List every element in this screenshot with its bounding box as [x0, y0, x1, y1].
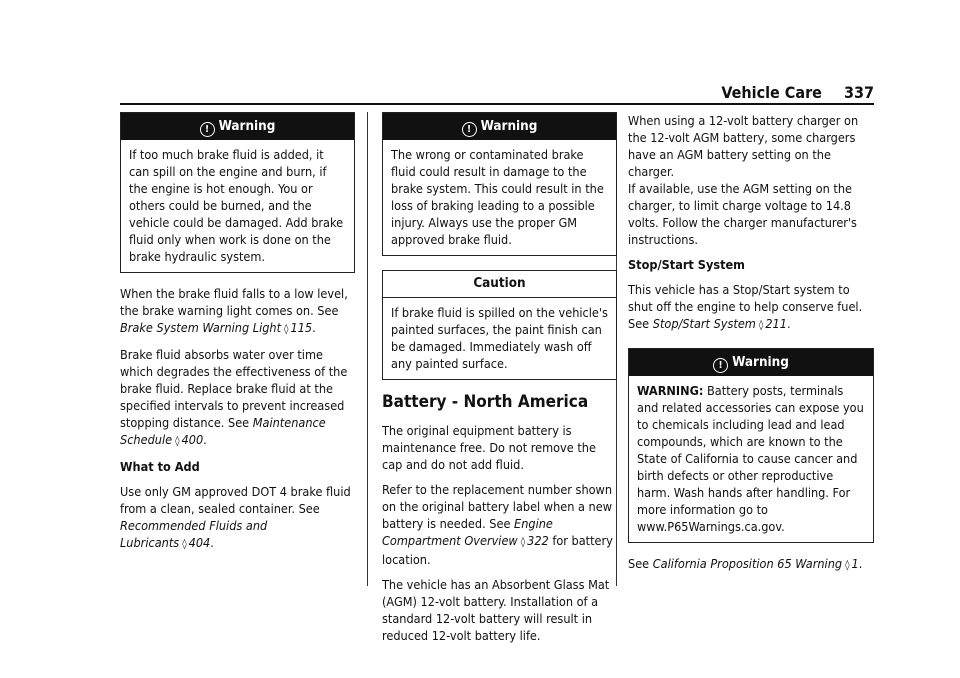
- warning-text: The wrong or contaminated brake fluid could result in damage to the brake system. This could result in the loss of braking leading to a possible injury. Always use the proper GM approved brake fluid.: [391, 147, 604, 247]
- warning-icon: !: [200, 122, 215, 137]
- column-divider: [367, 112, 368, 586]
- paragraph: The vehicle has an Absorbent Glass Mat (AGM) 12-volt battery. Installation of a standard 12-volt battery will result in reduced 12-volt battery life.: [382, 577, 610, 643]
- paragraph: Use only GM approved DOT 4 brake fluid from a clean, sealed container. See Recommended Fluids and Lubricants ◊ 404.: [120, 484, 351, 550]
- warning-header: ! Warning: [383, 113, 616, 140]
- page-reference-icon: ◊: [182, 539, 187, 550]
- reference-page[interactable]: 400: [181, 432, 204, 447]
- reference-page[interactable]: 322: [527, 533, 549, 548]
- reference-page[interactable]: 404: [188, 535, 211, 550]
- column-3: [628, 112, 874, 582]
- page-reference-icon: ◊: [520, 537, 526, 548]
- warning-text: If too much brake fluid is added, it can spill on the engine and burn, if the engine is hot enough. You or others could be burned, and the vehicle could be damaged. Add brake fluid only when work is done on the brake hydraulic system.: [129, 147, 344, 264]
- warning-header: ! Warning: [629, 349, 873, 376]
- warning-box: [120, 112, 355, 273]
- caution-text: If brake fluid is spilled on the vehicle's painted surfaces, the paint finish can be damaged. Immediately wash off any painted surface.: [391, 305, 608, 371]
- section-heading: Battery - North America: [382, 392, 589, 412]
- reference-link[interactable]: Stop/Start System: [652, 316, 756, 331]
- page-reference-icon: ◊: [845, 560, 850, 571]
- header-rule: [120, 103, 874, 105]
- paragraph: Brake fluid absorbs water over time which degrades the effectiveness of the brake fluid. Replace brake fluid at the specified intervals to prevent increased stopping distance. See Maintenance Schedule ◊ 400.: [120, 347, 348, 447]
- page-reference-icon: ◊: [284, 324, 289, 335]
- paragraph: When the brake fluid falls to a low level, the brake warning light comes on. See Brake System Warning Light ◊ 115.: [120, 286, 348, 335]
- caution-header: Caution: [383, 271, 616, 298]
- page-reference-icon: ◊: [758, 320, 764, 331]
- warning-icon: !: [462, 122, 477, 137]
- reference-link[interactable]: Maintenance Schedule: [120, 415, 326, 447]
- reference-page[interactable]: 115: [290, 320, 313, 335]
- column-2: [382, 112, 617, 652]
- paragraph: When using a 12-volt battery charger on the 12-volt AGM battery, some chargers have an AGM battery setting on the charger.: [628, 113, 859, 179]
- warning-header: ! Warning: [121, 113, 354, 140]
- column-1: [120, 112, 355, 561]
- paragraph: The original equipment battery is maintenance free. Do not remove the cap and do not add fluid.: [382, 423, 596, 472]
- subheading: Stop/Start System: [628, 257, 745, 272]
- reference-link[interactable]: Recommended Fluids and Lubricants: [120, 518, 268, 550]
- reference-link[interactable]: Brake System Warning Light: [120, 320, 282, 335]
- page-number: 337: [843, 83, 874, 102]
- paragraph: Refer to the replacement number shown on the original battery label when a new battery is needed. See Engine Compartment Overview ◊ 322 for battery location.: [382, 482, 613, 567]
- paragraph: See California Proposition 65 Warning ◊ 1.: [628, 556, 863, 571]
- reference-link[interactable]: Engine Compartment Overview: [382, 516, 553, 548]
- paragraph: If available, use the AGM setting on the charger, to limit charge voltage to 14.8 volts. Follow the charger manufacturer's instructions.: [628, 181, 857, 247]
- warning-icon: !: [713, 358, 728, 373]
- reference-link[interactable]: California Proposition 65 Warning: [652, 556, 843, 571]
- page-header: [120, 84, 874, 104]
- subheading: What to Add: [120, 459, 200, 474]
- reference-page[interactable]: 1: [851, 556, 859, 571]
- caution-box: [382, 270, 617, 380]
- warning-box: [382, 112, 617, 256]
- warning-text: WARNING: Battery posts, terminals and related accessories can expose you to chemicals including lead and lead compounds, which are known to the State of California to cause cancer and birth defects or other reproductive harm. Wash hands after handling. For more information go to www.P65Warnings.ca.gov.: [637, 383, 864, 534]
- paragraph: This vehicle has a Stop/Start system to shut off the engine to help conserve fuel. See Stop/Start System ◊ 211.: [628, 282, 863, 331]
- section-title: Vehicle Care: [721, 83, 822, 102]
- warning-box: [628, 348, 874, 543]
- reference-page[interactable]: 211: [765, 316, 787, 331]
- page-reference-icon: ◊: [175, 436, 180, 447]
